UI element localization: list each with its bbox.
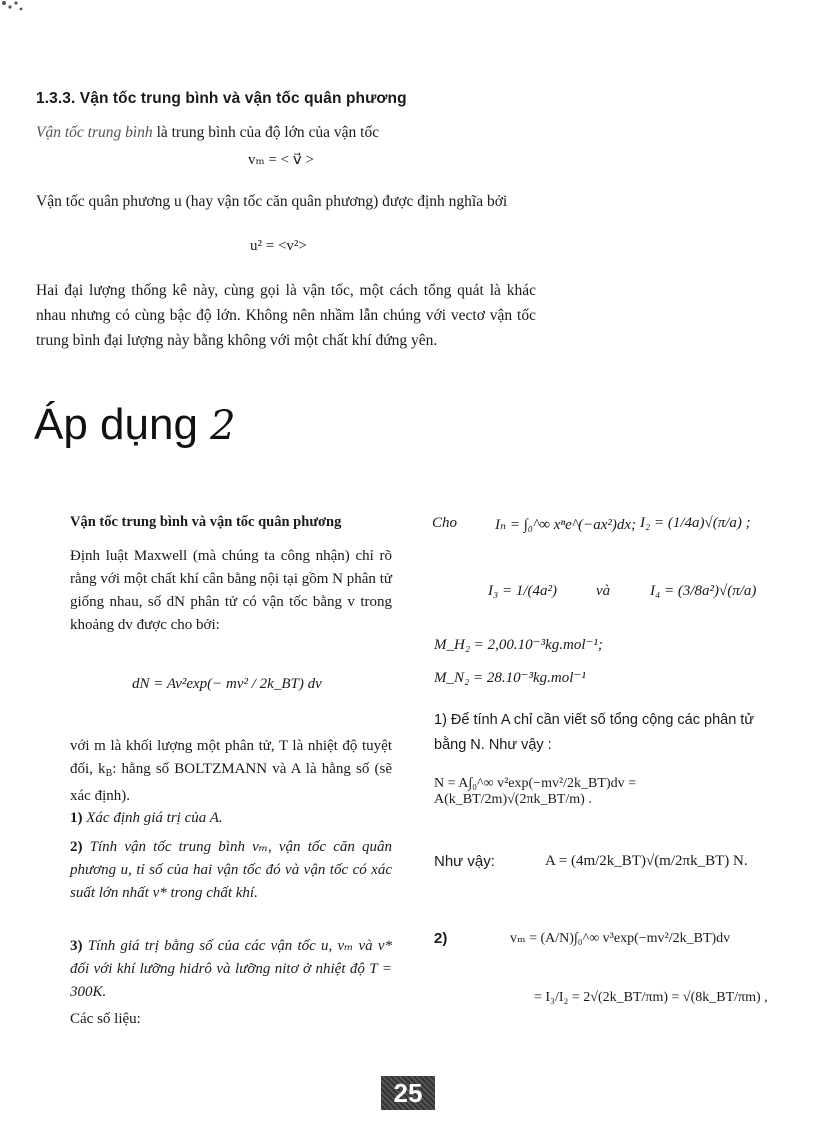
apdung-number: 2 bbox=[210, 403, 236, 449]
I2-formula: I₂ = (1/4a)√(π/a) ; bbox=[640, 515, 751, 531]
MH2: M_H₂ = 2,00.10⁻³kg.mol⁻¹; bbox=[434, 637, 603, 653]
In-formula: Iₙ = ∫₀^∞ xⁿe^(−ax²)dx; bbox=[495, 517, 637, 533]
N-equation: N = A∫₀^∞ v²exp(−mv²/2k_BT)dv = A(k_BT/2m)√(2πk_BT/m) . bbox=[434, 776, 637, 807]
problem-title: Vận tốc trung bình và vận tốc quân phương bbox=[70, 514, 342, 530]
cho-label: Cho bbox=[432, 515, 458, 531]
I3-formula: I₃ = 1/(4a²) bbox=[488, 583, 557, 599]
definitions-sub: B bbox=[105, 768, 113, 779]
q2-number: 2) bbox=[70, 839, 83, 855]
equation-u: u² = <v²> bbox=[250, 238, 307, 254]
I4-formula: I₄ = (3/8a²)√(π/a) bbox=[650, 583, 757, 599]
intro-rest: là trung bình của độ lớn của vận tốc bbox=[152, 124, 380, 141]
question-3 bbox=[70, 935, 392, 1004]
q3-number: 3) bbox=[70, 938, 83, 954]
section-title: 1.3.3. Vận tốc trung bình và vận tốc quân phương bbox=[36, 90, 407, 107]
q3-text: Tính giá trị bằng số của các vận tốc u, vₘ và v* đối với khí lưỡng hidrô và lưỡng nitơ ở nhiệt độ T = 300K. bbox=[70, 938, 392, 1000]
nhu-vay-label: Như vậy: bbox=[434, 853, 495, 870]
corner-mark bbox=[0, 0, 26, 18]
definitions-part1: với m là khối lượng một phân tử, T là nhiệt độ tuyệt đối, k bbox=[70, 738, 392, 777]
q1-number: 1) bbox=[70, 810, 83, 826]
question-2 bbox=[70, 836, 392, 905]
section-para3: Hai đại lượng thống kê này, cùng gọi là vận tốc, một cách tổng quát là khác nhau nhưng có cùng bậc độ lớn. Không nên nhầm lẫn chúng với vectơ vận tốc trung bình đại lượng này bằng không với một chất khí đứng yên. bbox=[36, 282, 536, 349]
MN2: M_N₂ = 28.10⁻³kg.mol⁻¹ bbox=[434, 670, 586, 686]
maxwell-formula-text: dN = Av²exp(− mv² / 2k_BT) dv bbox=[132, 676, 322, 692]
intro-term: Vận tốc trung bình bbox=[36, 124, 153, 141]
vm-equation-2: = I₃/I₂ = 2√(2k_BT/πm) = √(8k_BT/πm) , bbox=[534, 990, 768, 1005]
page-number: 25 bbox=[381, 1076, 435, 1110]
q2-text: Tính vận tốc trung bình vₘ, vận tốc căn quân phương u, tỉ số của hai vận tốc đó và vận tốc có xác suất lớn nhất v* trong chất khí. bbox=[70, 839, 393, 901]
solution-2-number: 2) bbox=[434, 930, 448, 947]
data-label: Các số liệu: bbox=[70, 1011, 141, 1027]
section-intro bbox=[36, 120, 536, 145]
equation-vm: vₘ = < v⃗ > bbox=[248, 152, 314, 168]
section-para2: Vận tốc quân phương u (hay vận tốc căn quân phương) được định nghĩa bởi bbox=[36, 193, 508, 210]
apdung-text: Áp dụng bbox=[34, 400, 211, 449]
q1-text: Xác định giá trị của A. bbox=[86, 810, 223, 826]
apdung-heading bbox=[34, 400, 236, 450]
vm-equation: vₘ = (A/N)∫₀^∞ v³exp(−mv²/2k_BT)dv bbox=[510, 931, 731, 946]
maxwell-formula bbox=[132, 676, 322, 693]
problem-definitions bbox=[70, 735, 392, 808]
A-equation: A = (4m/2k_BT)√(m/2πk_BT) N. bbox=[545, 853, 748, 869]
question-1 bbox=[70, 807, 392, 830]
problem-intro: Định luật Maxwell (mà chúng ta công nhận) chỉ rõ rằng với một chất khí cân bằng nội tại gồm N phân tử giống nhau, số dN phân tử có vận tốc bằng v trong khoảng dv được cho bởi: bbox=[70, 548, 392, 633]
solution-1: 1) Để tính A chỉ cần viết số tổng cộng các phân tử bằng N. Như vậy : bbox=[434, 712, 755, 753]
va-word: và bbox=[596, 583, 611, 599]
definitions-part2: : hằng số BOLTZMANN và A là hằng số (sẽ xác định). bbox=[70, 761, 393, 804]
